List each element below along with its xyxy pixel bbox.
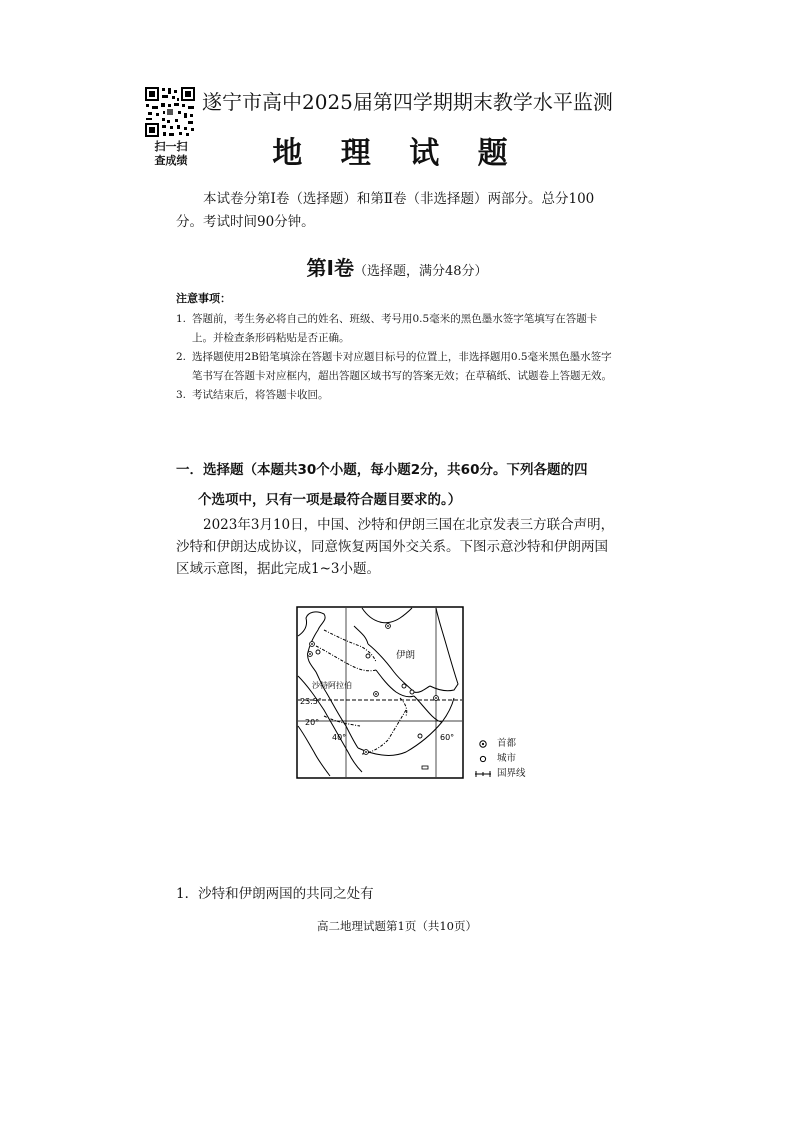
exam-intro: 本试卷分第Ⅰ卷（选择题）和第Ⅱ卷（非选择题）两部分。总分100分。考试时间90分钟。 <box>176 191 595 230</box>
notes-title: 注意事项： <box>176 292 231 305</box>
exam-title: 遂宁市高中2025届第四学期期末教学水平监测 <box>202 90 613 114</box>
part-one-heading <box>176 455 616 515</box>
part-one-line2: 个选项中，只有一项是最符合题目要求的。） <box>198 492 462 508</box>
note-item <box>176 348 616 386</box>
label-lon-60: 60° <box>440 733 455 742</box>
map-frame <box>297 607 463 778</box>
section-title: 第Ⅰ卷 <box>306 256 354 280</box>
legend-capital-label: 首都 <box>497 738 517 749</box>
question-passage: 2023年3月10日，中国、沙特和伊朗三国在北京发表三方联合声明，沙特和伊朗达成协议，同意恢复两国外交关系。下图示意沙特和伊朗两国区域示意图，据此完成1~3小题。 <box>176 517 615 577</box>
subject-title: 地 理 试 题 <box>272 136 522 171</box>
section-heading <box>0 252 794 281</box>
label-lon-40: 40° <box>332 733 347 742</box>
note-number: 1. <box>176 313 187 325</box>
map-legend <box>475 736 526 781</box>
label-iran: 伊朗 <box>396 650 416 661</box>
legend-capital <box>475 736 526 751</box>
capital-icon <box>475 739 491 749</box>
region-map <box>296 606 464 779</box>
question-1-stem: 1．沙特和伊朗两国的共同之处有 <box>176 886 374 902</box>
note-item <box>176 310 616 348</box>
note-text: 答题前，考生务必将自己的姓名、班级、考号用0.5毫米的黑色墨水签字笔填写在答题卡上。并检查条形码粘贴是否正确。 <box>192 313 598 344</box>
qr-caption-line1: 扫一扫 <box>154 140 188 153</box>
legend-city <box>475 751 526 766</box>
city-icon <box>475 754 491 764</box>
qr-caption-line2: 查成绩 <box>154 154 188 167</box>
note-item <box>176 386 616 405</box>
legend-border-label: 国界线 <box>497 768 526 779</box>
notes-list <box>176 310 616 405</box>
label-lat-235: 23.5° <box>300 697 322 706</box>
label-lat-20: 20° <box>305 718 320 727</box>
note-number: 3. <box>176 389 187 401</box>
page-footer: 高二地理试题第1页（共10页） <box>317 919 477 933</box>
border-line-icon <box>475 770 491 778</box>
legend-border <box>475 766 526 781</box>
legend-city-label: 城市 <box>497 753 517 764</box>
map-island <box>422 766 428 769</box>
note-text: 考试结束后，将答题卡收回。 <box>192 389 329 401</box>
note-number: 2. <box>176 351 187 363</box>
section-subtitle: （选择题，满分48分） <box>353 264 488 279</box>
label-saudi: 沙特阿拉伯 <box>312 681 352 690</box>
part-one-line1: 一．选择题（本题共30个小题，每小题2分，共60分。下列各题的四 <box>176 462 588 478</box>
note-text: 选择题使用2B铅笔填涂在答题卡对应题目标号的位置上，非选择题用0.5毫米黑色墨水签字笔书写在答题卡对应框内，超出答题区域书写的答案无效；在草稿纸、试题卷上答题无效。 <box>192 351 612 382</box>
